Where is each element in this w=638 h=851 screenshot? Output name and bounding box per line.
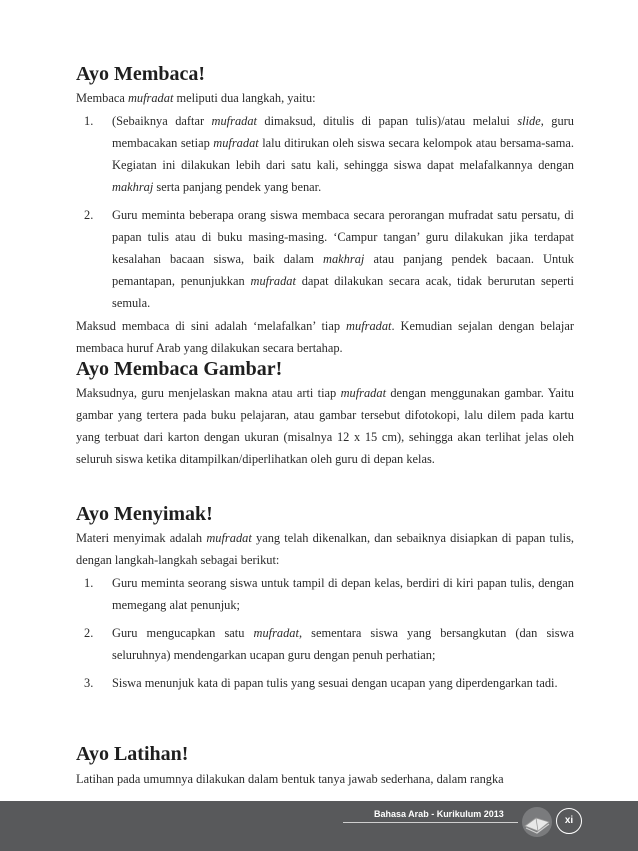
menyimak-steps <box>76 572 574 694</box>
footer-divider <box>343 822 518 823</box>
latihan-body: Latihan pada umumnya dilakukan dalam bentuk tanya jawab sederhana, dalam rangka <box>76 772 504 786</box>
section-ayo-latihan <box>76 742 574 790</box>
menyimak-intro: Materi menyimak adalah mufradat yang telah dikenalkan, dan sebaiknya disiapkan di papan tulis, dengan langkah-langkah sebagai berikut: <box>76 531 574 567</box>
footer-book-title: Bahasa Arab - Kurikulum 2013 <box>374 809 504 819</box>
membaca-intro: Membaca mufradat meliputi dua langkah, yaitu: <box>76 91 316 105</box>
list-item: 2. Guru mengucapkan satu mufradat, sementara siswa yang bersangkutan (dan siswa seluruhnya) mendengarkan ucapan guru dengan penuh perhatian; <box>84 626 575 662</box>
gambar-body: Maksudnya, guru menjelaskan makna atau arti tiap mufradat dengan menggunakan gambar. Yaitu gambar yang tertera pada buku pelajaran, atau gambar tersebut difotokopi, lalu dilem pada kartu yang terbuat dari karton dengan ukuran (misalnya 12 x 15 cm), sehingga akan terlihat jelas oleh seluruh siswa ketika ditampilkan/diperlihatkan oleh guru di depan kelas. <box>76 386 574 466</box>
heading-ayo-membaca-gambar: Ayo Membaca Gambar! <box>76 358 283 380</box>
list-item: 1. Guru meminta seorang siswa untuk tampil di depan kelas, berdiri di kiri papan tulis, dengan memegang alat penunjuk; <box>84 576 574 612</box>
heading-ayo-latihan: Ayo Latihan! <box>76 743 189 765</box>
membaca-steps <box>76 110 574 314</box>
section-ayo-membaca-gambar <box>76 357 574 470</box>
section-ayo-menyimak <box>76 502 574 694</box>
section-ayo-membaca <box>76 62 574 359</box>
list-item: 1. (Sebaiknya daftar mufradat dimaksud, ditulis di papan tulis)/atau melalui slide, guru membacakan setiap mufradat lalu ditirukan oleh siswa secara kelompok atau bersama-sama. Kegiatan ini dilakukan lebih dari satu kali, sehingga siswa dapat melafalkannya dengan makhraj serta panjang pendek yang benar. <box>84 114 574 194</box>
page-number: xi <box>556 808 582 834</box>
membaca-closing: Maksud membaca di sini adalah ‘melafalkan’ tiap mufradat. Kemudian sejalan dengan belajar membaca huruf Arab yang dilakukan secara bertahap. <box>76 319 574 355</box>
list-item: 3. Siswa menunjuk kata di papan tulis yang sesuai dengan ucapan yang diperdengarkan tadi. <box>84 676 558 690</box>
heading-ayo-menyimak: Ayo Menyimak! <box>76 503 213 525</box>
heading-ayo-membaca: Ayo Membaca! <box>76 63 206 85</box>
list-item: 2. Guru meminta beberapa orang siswa membaca secara perorangan mufradat satu persatu, di papan tulis atau di buku masing-masing. ‘Campur tangan’ guru dilakukan jika terdapat kesalahan bacaan siswa, baik dalam makhraj atau panjang pendek bacaan. Untuk pemantapan, penunjukkan mufradat dapat dilakukan secara acak, tidak berurutan seperti semula. <box>84 208 574 310</box>
book-icon <box>520 804 554 845</box>
